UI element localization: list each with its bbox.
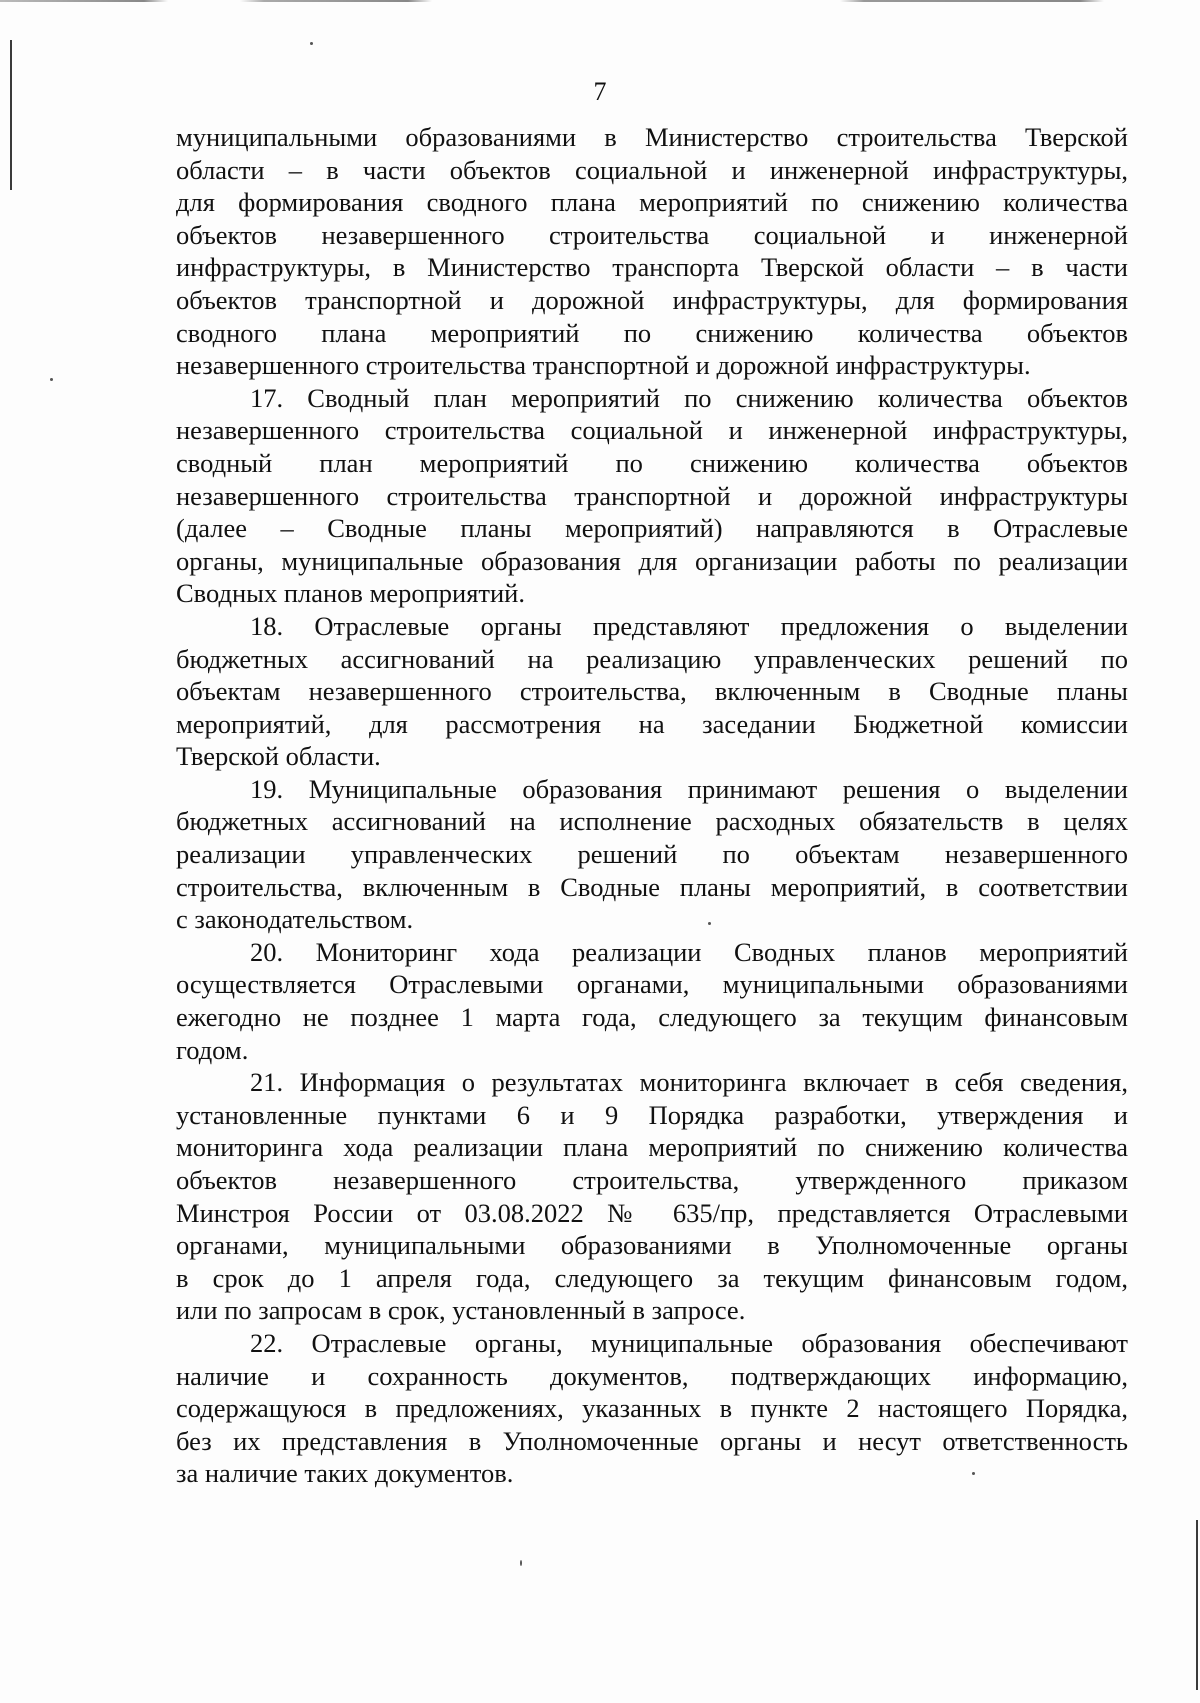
text-line: объектов незавершенного строительства социальной и инженерной bbox=[176, 219, 1128, 250]
scan-speck bbox=[310, 42, 313, 45]
scan-top-edge bbox=[0, 0, 1200, 2]
paragraph-18 bbox=[176, 610, 1128, 773]
text-line: без их представления в Уполномоченные органы и несут ответственность bbox=[176, 1425, 1128, 1456]
text-line: 19. Муниципальные образования принимают решения о выделении bbox=[250, 773, 1128, 804]
text-line: незавершенного строительства социальной и инженерной инфраструктуры, bbox=[176, 415, 1128, 446]
text-line: Сводных планов мероприятий. bbox=[176, 578, 525, 609]
text-line: области – в части объектов социальной и инженерной инфраструктуры, bbox=[176, 154, 1128, 185]
text-line: содержащуюся в предложениях, указанных в пункте 2 настоящего Порядка, bbox=[176, 1393, 1128, 1424]
text-line: органы, муниципальные образования для организации работы по реализации bbox=[176, 545, 1128, 576]
text-line: 18. Отраслевые органы представляют предложения о выделении bbox=[250, 610, 1128, 641]
text-line: реализации управленческих решений по объектам незавершенного bbox=[176, 839, 1128, 870]
text-line: (далее – Сводные планы мероприятий) направляются в Отраслевые bbox=[176, 513, 1128, 544]
document-body bbox=[176, 121, 1128, 1490]
text-line: сводный план мероприятий по снижению количества объектов bbox=[176, 447, 1128, 478]
text-line: 22. Отраслевые органы, муниципальные образования обеспечивают bbox=[250, 1327, 1128, 1358]
text-line: сводного плана мероприятий по снижению количества объектов bbox=[176, 317, 1128, 348]
text-line: объектов незавершенного строительства, утвержденного приказом bbox=[176, 1165, 1128, 1195]
text-line: наличие и сохранность документов, подтверждающих информацию, bbox=[176, 1360, 1128, 1391]
text-line: Тверской области. bbox=[176, 741, 381, 772]
text-line: органами, муниципальными образованиями в Уполномоченные органы bbox=[176, 1230, 1128, 1261]
page-number: 7 bbox=[593, 77, 607, 106]
text-line: 17. Сводный план мероприятий по снижению количества объектов bbox=[250, 382, 1128, 413]
text-line: объектам незавершенного строительства, включенным в Сводные планы bbox=[176, 676, 1128, 707]
text-line: установленные пунктами 6 и 9 Порядка разработки, утверждения и bbox=[176, 1099, 1128, 1130]
text-line: Минстроя России от 03.08.2022 № 635/пр, представляется Отраслевыми bbox=[176, 1197, 1128, 1228]
paragraph-continuation bbox=[176, 121, 1128, 382]
text-line: бюджетных ассигнований на реализацию управленческих решений по bbox=[176, 643, 1128, 674]
text-line: осуществляется Отраслевыми органами, муниципальными образованиями bbox=[176, 969, 1128, 1000]
scan-artifact-right-edge bbox=[1196, 1520, 1198, 1690]
text-line: строительства, включенным в Сводные планы мероприятий, в соответствии bbox=[176, 871, 1128, 902]
scan-speck bbox=[50, 378, 53, 381]
text-line: за наличие таких документов. bbox=[176, 1458, 514, 1489]
paragraph-22 bbox=[176, 1327, 1128, 1490]
text-line: незавершенного строительства транспортной и дорожной инфраструктуры bbox=[176, 480, 1128, 511]
scan-speck bbox=[520, 1560, 522, 1566]
text-line: 21. Информация о результатах мониторинга включает в себя сведения, bbox=[250, 1067, 1128, 1098]
text-line: ежегодно не позднее 1 марта года, следующего за текущим финансовым bbox=[176, 1002, 1128, 1033]
text-line: объектов транспортной и дорожной инфраструктуры, для формирования bbox=[176, 284, 1128, 315]
paragraph-17 bbox=[176, 382, 1128, 610]
text-line: или по запросам в срок, установленный в запросе. bbox=[176, 1295, 746, 1326]
text-line: в срок до 1 апреля года, следующего за текущим финансовым годом, bbox=[176, 1262, 1128, 1293]
paragraph-20 bbox=[176, 936, 1128, 1066]
text-line: годом. bbox=[176, 1034, 249, 1065]
text-line: для формирования сводного плана мероприятий по снижению количества bbox=[176, 187, 1128, 218]
paragraph-19 bbox=[176, 773, 1128, 936]
text-line: с законодательством. bbox=[176, 904, 414, 935]
text-line: бюджетных ассигнований на исполнение расходных обязательств в целях bbox=[176, 806, 1128, 837]
paragraph-21 bbox=[176, 1066, 1128, 1327]
text-line: инфраструктуры, в Министерство транспорта Тверской области – в части bbox=[176, 252, 1128, 283]
text-line: 20. Мониторинг хода реализации Сводных планов мероприятий bbox=[250, 936, 1128, 967]
text-line: незавершенного строительства транспортной и дорожной инфраструктуры. bbox=[176, 350, 1031, 381]
scan-artifact-left-edge bbox=[10, 40, 12, 190]
text-line: мероприятий, для рассмотрения на заседании Бюджетной комиссии bbox=[176, 708, 1128, 739]
text-line: муниципальными образованиями в Министерство строительства Тверской bbox=[176, 122, 1128, 152]
text-line: мониторинга хода реализации плана мероприятий по снижению количества bbox=[176, 1132, 1128, 1163]
